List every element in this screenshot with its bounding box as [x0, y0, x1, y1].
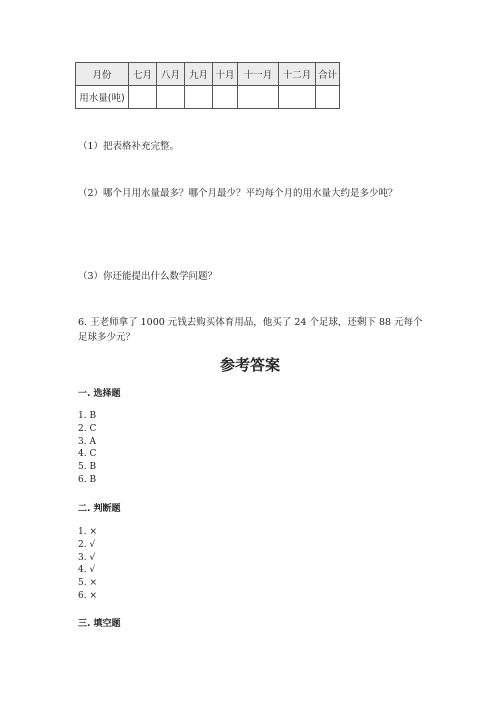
section-heading-choice: 一. 选择题 — [78, 389, 121, 399]
table-cell — [279, 86, 316, 109]
answer-item: 1. × — [78, 527, 97, 537]
table-data-row — [76, 86, 340, 109]
question-2: （2）哪个月用水量最多？哪个月最少？平均每个月的用水量大约是多少吨？ — [78, 188, 398, 199]
judge-answers-list — [78, 526, 97, 603]
answer-item: 3. A — [78, 436, 96, 447]
choice-answers-list — [78, 410, 96, 487]
row-label-cell: 用水量(吨) — [76, 86, 129, 109]
answer-item: 5. B — [78, 462, 97, 473]
header-cell-total: 合计 — [316, 63, 340, 86]
table-header-row — [76, 63, 340, 86]
problem-6-line-2: 足球多少元？ — [78, 332, 136, 343]
header-cell-month: 月份 — [76, 63, 129, 86]
header-cell-aug: 八月 — [157, 63, 185, 86]
answer-item: 2. C — [78, 423, 97, 434]
table-cell — [213, 86, 238, 109]
header-cell-dec: 十二月 — [279, 63, 316, 86]
header-cell-nov: 十一月 — [238, 63, 279, 86]
answer-item: 4. √ — [78, 565, 96, 576]
question-1: （1）把表格补充完整。 — [78, 141, 180, 152]
answer-item: 3. √ — [78, 552, 96, 563]
answer-item: 5. × — [78, 578, 97, 589]
table-cell — [316, 86, 340, 109]
problem-6 — [78, 315, 438, 345]
header-cell-oct: 十月 — [213, 63, 238, 86]
header-cell-jul: 七月 — [129, 63, 157, 86]
question-3: （3）你还能提出什么数学问题？ — [78, 271, 218, 282]
table-cell — [157, 86, 185, 109]
header-cell-sep: 九月 — [185, 63, 213, 86]
section-heading-judge: 二. 判断题 — [78, 504, 121, 514]
problem-6-line-1: 6. 王老师拿了 1000 元钱去购买体育用品，他买了 24 个足球，还剩下 88 元每个 — [78, 317, 423, 328]
answer-item: 6. × — [78, 590, 97, 601]
table-cell — [185, 86, 213, 109]
table-cell — [129, 86, 157, 109]
answer-item: 1. B — [78, 411, 97, 421]
table-cell — [238, 86, 279, 109]
section-heading-fill: 三. 填空题 — [78, 619, 121, 629]
answer-item: 6. B — [78, 474, 97, 485]
answers-title: 参考答案 — [219, 356, 280, 374]
answer-item: 2. √ — [78, 539, 96, 550]
water-usage-table — [75, 62, 340, 109]
answer-item: 4. C — [78, 449, 97, 460]
